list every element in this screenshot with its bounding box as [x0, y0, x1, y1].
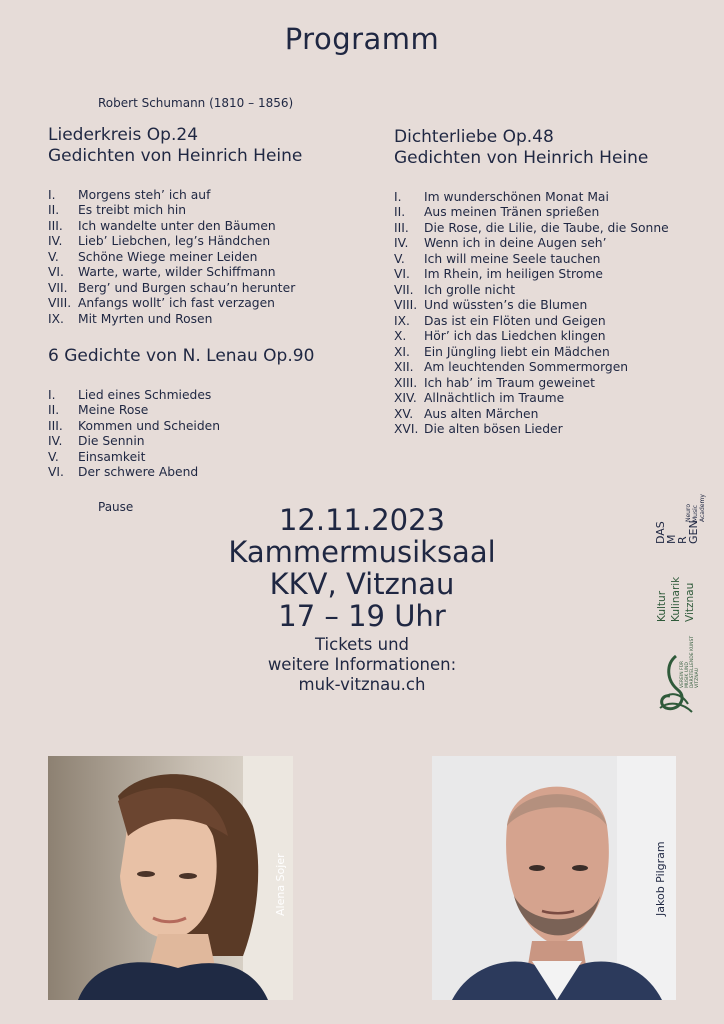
song-item: [48, 249, 302, 265]
song-item: [394, 313, 669, 329]
logo-line: R: [676, 536, 689, 544]
song-title: Anfangs wollt’ ich fast verzagen: [78, 296, 275, 311]
song-number: XII.: [394, 360, 414, 375]
song-item: [48, 434, 314, 450]
song-title: Ich grolle nicht: [424, 282, 516, 297]
song-item: [394, 282, 669, 298]
logo-line: VEREIN FÜR: [680, 660, 685, 688]
song-item: [394, 391, 669, 407]
song-number: XIV.: [394, 391, 417, 406]
song-number: IV.: [48, 434, 63, 449]
song-number: IX.: [48, 311, 64, 326]
song-item: [394, 205, 669, 221]
song-item: [48, 203, 302, 219]
song-number: IV.: [48, 234, 63, 249]
song-item: [394, 298, 669, 314]
event-place: KKV, Vitznau: [269, 567, 455, 601]
pause-label: Pause: [98, 500, 134, 514]
logo-line: Kulinarik: [670, 576, 682, 622]
song-item: [48, 265, 302, 281]
logo-line: DARSTELLENDE KUNST: [690, 635, 695, 688]
song-number: XI.: [394, 344, 410, 359]
logo-line: Academy: [699, 494, 706, 522]
song-list: [48, 387, 314, 480]
song-number: VIII.: [394, 298, 418, 313]
song-item: [394, 406, 669, 422]
logo-line: Vitznau: [684, 582, 696, 622]
cycle-subtitle: Gedichten von Heinrich Heine: [394, 148, 649, 168]
performer-name-left: Alena Sojer: [274, 853, 287, 916]
cycle-title: 6 Gedichte von N. Lenau Op.90: [48, 346, 315, 366]
song-item: [394, 251, 669, 267]
song-title: Die Sennin: [78, 434, 145, 449]
song-title: Wenn ich in deine Augen seh’: [424, 236, 607, 251]
song-number: XIII.: [394, 375, 418, 390]
song-number: III.: [394, 220, 409, 235]
song-list: [394, 189, 669, 437]
song-title: Am leuchtenden Sommermorgen: [424, 360, 629, 375]
song-item: [394, 344, 669, 360]
page-title: Programm: [284, 22, 440, 56]
logo-line: Kultur: [656, 590, 668, 622]
song-number: III.: [48, 218, 63, 233]
logo-line: MUSIK UND: [685, 662, 690, 688]
song-number: II.: [48, 403, 60, 418]
song-title: Lied eines Schmiedes: [78, 387, 212, 402]
song-number: III.: [48, 418, 63, 433]
song-item: [394, 189, 669, 205]
song-title: Ich hab’ im Traum geweinet: [424, 375, 595, 390]
logo-line: Neuro: [685, 504, 692, 522]
song-number: V.: [394, 251, 405, 266]
song-number: IV.: [394, 236, 409, 251]
cycle-title: Dichterliebe Op.48: [394, 127, 554, 147]
song-item: [394, 267, 669, 283]
song-number: IX.: [394, 313, 410, 328]
song-number: VII.: [394, 282, 414, 297]
song-title: Ein Jüngling liebt ein Mädchen: [424, 344, 610, 359]
song-number: VII.: [48, 280, 68, 295]
song-item: [48, 403, 314, 419]
kultur-kulinarik-logo: [655, 566, 705, 626]
song-number: I.: [48, 387, 56, 402]
song-title: Hör’ ich das Liedchen klingen: [424, 329, 606, 344]
cycle-liederkreis: [48, 125, 302, 327]
song-item: [48, 311, 302, 327]
song-title: Ich will meine Seele tauchen: [424, 251, 601, 266]
song-number: V.: [48, 449, 59, 464]
song-number: II.: [394, 205, 406, 220]
logo-subtitle: [680, 636, 700, 688]
logo-wordmark: [655, 577, 697, 622]
song-title: Ich wandelte unter den Bäumen: [78, 218, 276, 233]
song-title: Die alten bösen Lieder: [424, 422, 563, 437]
song-number: I.: [48, 187, 56, 202]
event-venue: Kammermusiksaal: [228, 535, 496, 569]
song-title: Meine Rose: [78, 403, 149, 418]
song-title: Es treibt mich hin: [78, 203, 187, 218]
website-link[interactable]: muk-vitznau.ch: [298, 675, 426, 694]
song-number: VI.: [394, 267, 410, 282]
das-morgen-logo: [654, 478, 706, 546]
photo-alena-sojer: [48, 756, 293, 1000]
song-item: [394, 375, 669, 391]
logo-line: VITZNAU: [695, 668, 700, 688]
song-item: [48, 449, 314, 465]
song-title: Im Rhein, im heiligen Strome: [424, 267, 603, 282]
logo-wordmark: [655, 520, 699, 544]
song-number: V.: [48, 249, 59, 264]
logo-line: Music: [692, 504, 699, 522]
song-title: Warte, warte, wilder Schiffmann: [78, 265, 276, 280]
song-title: Aus alten Märchen: [424, 406, 539, 421]
song-number: XV.: [394, 406, 414, 421]
song-number: VIII.: [48, 296, 72, 311]
song-item: [48, 218, 302, 234]
song-title: Und wüssten’s die Blumen: [424, 298, 588, 313]
info-line: weitere Informationen:: [267, 655, 457, 674]
song-title: Einsamkeit: [78, 449, 146, 464]
song-title: Lieb’ Liebchen, leg’s Händchen: [78, 234, 271, 249]
logo-line: M: [665, 534, 678, 544]
song-number: VI.: [48, 465, 64, 480]
song-item: [394, 329, 669, 345]
song-item: [48, 296, 302, 312]
song-title: Der schwere Abend: [78, 465, 199, 480]
song-number: XVI.: [394, 422, 419, 437]
song-number: I.: [394, 189, 402, 204]
performer-name-right: Jakob Pilgram: [654, 841, 667, 916]
song-item: [48, 280, 302, 296]
song-title: Aus meinen Tränen sprießen: [424, 205, 600, 220]
song-title: Allnächtlich im Traume: [424, 391, 565, 406]
song-number: II.: [48, 203, 60, 218]
song-item: [48, 387, 314, 403]
song-item: [394, 422, 669, 438]
song-number: VI.: [48, 265, 64, 280]
song-item: [394, 220, 669, 236]
song-title: Die Rose, die Lilie, die Taube, die Sonne: [424, 220, 669, 235]
cycle-title: Liederkreis Op.24: [48, 125, 199, 145]
song-title: Kommen und Scheiden: [78, 418, 221, 433]
song-title: Das ist ein Flöten und Geigen: [424, 313, 606, 328]
song-item: [48, 187, 302, 203]
song-item: [48, 418, 314, 434]
song-item: [394, 360, 669, 376]
verein-logo: [656, 635, 706, 720]
photo-jakob-pilgram: [432, 756, 676, 1000]
song-number: X.: [394, 329, 407, 344]
song-item: [48, 234, 302, 250]
event-info: [180, 504, 544, 695]
song-list: [48, 187, 302, 327]
portrait-image: [432, 756, 676, 1000]
cycle-subtitle: Gedichten von Heinrich Heine: [48, 146, 303, 166]
cycle-lenau: [48, 346, 314, 480]
portrait-image: [48, 756, 293, 1000]
song-item: [394, 236, 669, 252]
logo-subtitle: [685, 494, 706, 522]
event-date: 12.11.2023: [278, 503, 446, 537]
logo-line: GEN: [687, 520, 700, 544]
cycle-dichterliebe: [394, 127, 669, 437]
song-title: Morgens steh’ ich auf: [78, 187, 211, 202]
logo-line: DAS: [654, 521, 667, 544]
song-title: Berg’ und Burgen schau’n herunter: [78, 280, 296, 295]
song-item: [48, 465, 314, 481]
song-title: Im wunderschönen Monat Mai: [424, 189, 609, 204]
song-title: Schöne Wiege meiner Leiden: [78, 249, 258, 264]
composer-line: Robert Schumann (1810 – 1856): [98, 96, 294, 110]
event-time: 17 – 19 Uhr: [278, 599, 446, 633]
song-title: Mit Myrten und Rosen: [78, 311, 213, 326]
tickets-line: Tickets und: [314, 635, 410, 654]
